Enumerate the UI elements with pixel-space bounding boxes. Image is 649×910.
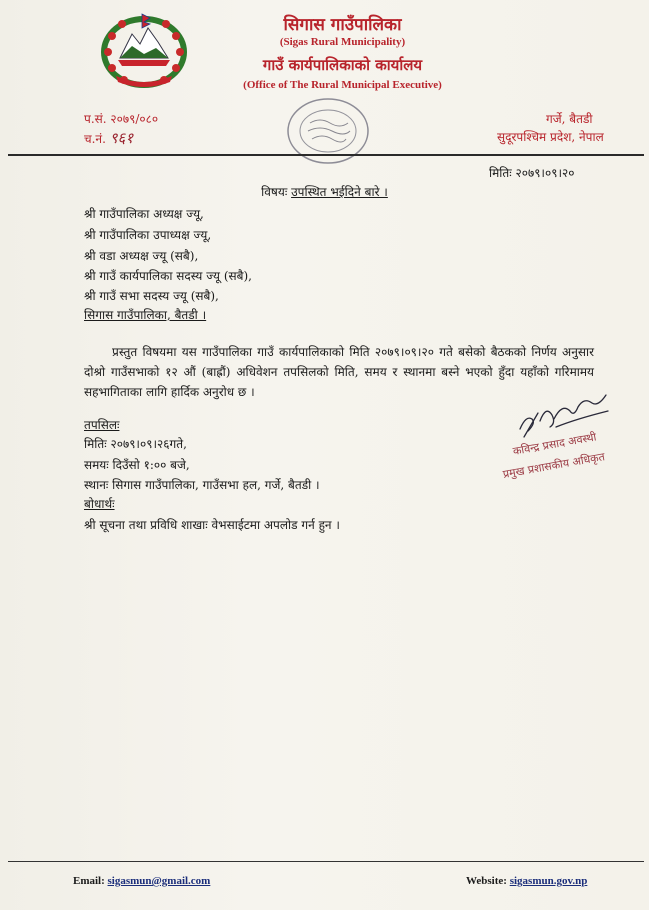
letter-date: मितिः २०७९।०९।२० (489, 166, 575, 180)
footer-email (73, 875, 210, 887)
info-heading: बोधार्थः (84, 497, 115, 511)
addressee-3: श्री वडा अध्यक्ष ज्यू (सबै), (84, 249, 199, 263)
header-divider (8, 154, 644, 156)
footer-website (466, 875, 587, 887)
email-label: Email: (73, 875, 105, 887)
website-link[interactable]: sigasmun.gov.np (509, 875, 588, 887)
email-link[interactable]: sigasmun@gmail.com (107, 875, 211, 887)
office-stamp (280, 93, 376, 169)
website-label: Website: (466, 875, 507, 887)
address-line-2: सुदूरपश्चिम प्रदेश, नेपाल (497, 130, 604, 144)
address-line-1: गर्जे, बैतडी (546, 112, 593, 126)
addressee-2: श्री गाउँपालिका उपाध्यक्ष ज्यू, (84, 228, 212, 242)
office-name-np: गाउँ कार्यपालिकाको कार्यालय (262, 56, 423, 74)
reference-cn-label: च.नं. (84, 132, 106, 146)
info-line: श्री सूचना तथा प्रविधि शाखाः वेभसाईटमा अपलोड गर्न हुन । (84, 518, 340, 532)
reference-cn (84, 128, 133, 148)
nepal-emblem-logo (98, 10, 190, 90)
addressee-6: सिगास गाउँपालिका, बैतडी । (84, 308, 207, 322)
signatory-title: प्रमुख प्रशासकीय अधिकृत (501, 450, 606, 481)
municipality-name-np: सिगास गाउँपालिका (283, 15, 402, 35)
footer-divider (8, 861, 644, 862)
details-time: समयः दिउँसो १:०० बजे, (84, 458, 190, 472)
municipality-name-en: (Sigas Rural Municipality) (279, 36, 406, 48)
details-heading: तपसिलः (84, 418, 120, 432)
subject-text: उपस्थित भईदिने बारे । (291, 185, 388, 199)
reference-cn-value: ९६१ (109, 129, 134, 147)
reference-ps: प.सं. २०७९/०८० (84, 112, 159, 126)
body-paragraph: प्रस्तुत विषयमा यस गाउँपालिका गाउँ कार्यपालिकाको मिति २०७९।०९।२० गते बसेको बैठकको निर्णय अनुसार दोश्रो गाउँसभाको १२ औं (बाह्रौं) अधिवेशन तपसिलको मिति, समय र स्थानमा बस्ने भएको हुँदा यहाँको गरिमामय सहभागिताका लागि हार्दिक अनुरोध छ । (84, 345, 594, 399)
subject-line (0, 183, 649, 200)
signatory-name: कविन्द्र प्रसाद अवस्थी (511, 430, 598, 458)
addressee-1: श्री गाउँपालिका अध्यक्ष ज्यू, (84, 207, 204, 221)
details-date: मितिः २०७९।०९।२६गते, (84, 437, 187, 451)
addressee-5: श्री गाउँ सभा सदस्य ज्यू (सबै), (84, 289, 219, 303)
subject-label: विषयः (261, 185, 288, 199)
office-name-en: (Office of The Rural Municipal Executive) (243, 79, 442, 91)
details-place: स्थानः सिगास गाउँपालिका, गाउँसभा हल, गर्जे, बैतडी । (84, 478, 320, 492)
addressee-4: श्री गाउँ कार्यपालिका सदस्य ज्यू (सबै), (84, 269, 252, 283)
